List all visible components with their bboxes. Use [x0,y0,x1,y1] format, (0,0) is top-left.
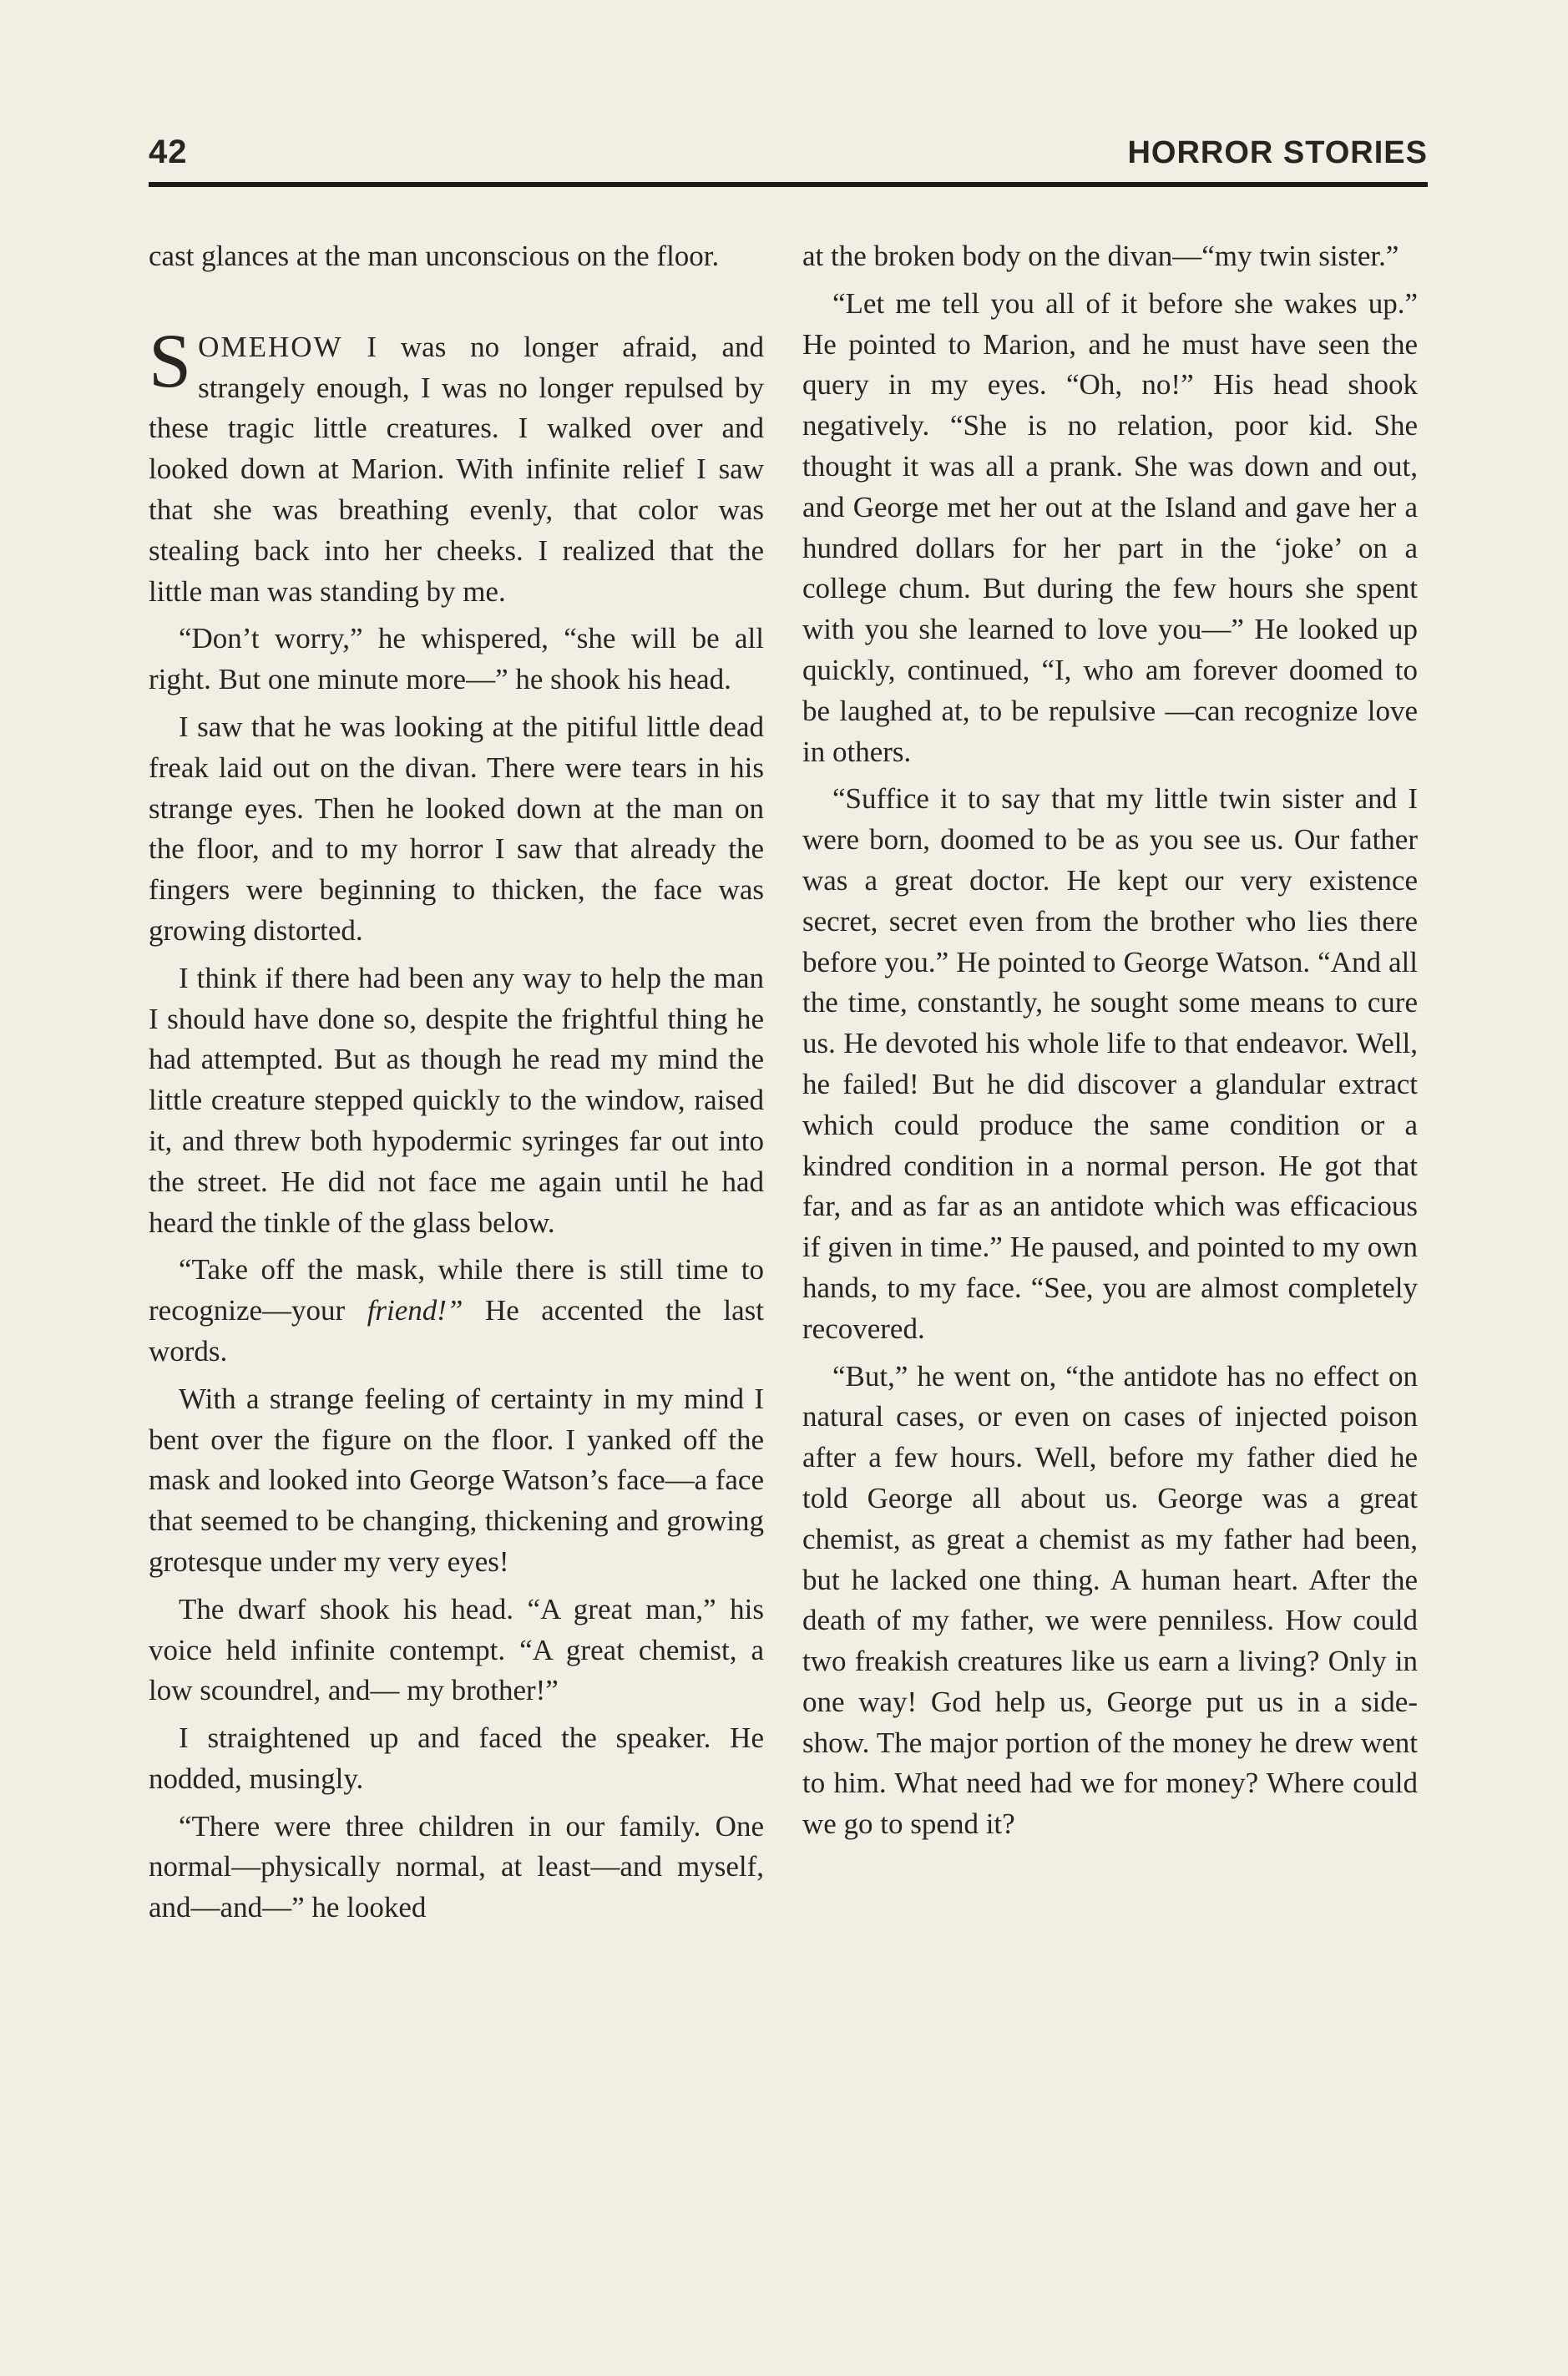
paragraph: cast glances at the man unconscious on the floor. [149,240,720,272]
small-caps-lead: OMEHOW [198,330,343,363]
paragraph: at the broken body on the divan—“my twin sister.” [802,240,1399,272]
paragraph: The dwarf shook his head. “A great man,” his voice held infinite contempt. “A great chemist, a low scoundrel, and— my brother!” [149,1592,764,1707]
paragraph: “Let me tell you all of it before she wakes up.” He pointed to Marion, and he must have seen the query in my eyes. “Oh, no!” His head shook negatively. “She is no relation, poor kid. She thought it was all a prank. She was down and out, and George met her out at the Island and gave her a hundred dollars for her part in the ‘joke’ on a college chum. But during the few hours she spent with you she learned to love you—” He looked up quickly, continued, “I, who am forever doomed to be laughed at, to be repulsive —can recognize love in others. [802,286,1418,768]
italic-text: friend!” [367,1294,463,1327]
section-opening-paragraph [149,317,764,613]
paragraph-text: “Take off the mask, while there is still time to recognize—your [149,1253,764,1327]
paragraph: I straightened up and faced the speaker. He nodded, musingly. [149,1721,764,1795]
paragraph: With a strange feeling of certainty in my mind I bent over the figure on the floor. I yanked off the mask and looked into George Watson’s face—a face that seemed to be changing, thickening and growing grotesque under my very eyes! [149,1382,764,1578]
paragraph [149,1250,764,1372]
header-rule [149,182,1428,187]
paragraph-text: He accented the last words. [149,1294,764,1367]
left-column [149,236,764,1935]
right-column [802,236,1418,1852]
paragraph: “Don’t worry,” he whispered, “she will be all right. But one minute more—” he shook his head. [149,622,764,696]
page-header [149,125,1428,184]
paragraph: “Suffice it to say that my little twin sister and I were born, doomed to be as you see us. Our father was a great doctor. He kept our very existence secret, secret even from the brother who lies there before you.” He pointed to George Watson. “And all the time, constantly, he sought some means to cure us. He devoted his whole life to that endeavor. Well, he failed! But he did discover a glandular extract which could produce the same condition or a kindred condition in a normal person. He got that far, and as far as an antidote which was efficacious if given in time.” He paused, and pointed to my own hands, to my face. “See, you are almost completely recovered. [802,782,1418,1345]
running-title: HORROR STORIES [1127,135,1428,170]
paragraph: I think if there had been any way to help the man I should have done so, despite the frightful thing he had attempted. But as though he read my mind the little creature stepped quickly to the window, raised it, and threw both hypodermic syringes far out into the street. He did not face me again until he had heard the tinkle of the glass below. [149,961,764,1239]
paragraph: “There were three children in our family. One normal—physically normal, at least—and myself, and—and—” he looked [149,1809,764,1924]
paragraph: “But,” he went on, “the antidote has no effect on natural cases, or even on cases of injected poison after a few hours. Well, before my father died he told George all about us. George was a great chemist, as great a chemist as my father had been, but he lacked one thing. A human heart. After the death of my father, we were penniless. How could two freakish creatures like us earn a living? Only in one way! God help us, George put us in a side-show. The major portion of the money he drew went to him. What need had we for money? Where could we go to spend it? [802,1359,1418,1841]
drop-cap: S [149,317,192,403]
paragraph-text: I was no longer afraid, and strangely enough, I was no longer repulsed by these tragic little creatures. I walked over and looked down at Marion. With infinite relief I saw that she was breathing evenly, that color was stealing back into her cheeks. I realized that the little man was standing by me. [149,330,764,608]
page-number: 42 [149,134,188,170]
paragraph: I saw that he was looking at the pitiful little dead freak laid out on the divan. There were tears in his strange eyes. Then he looked down at the man on the floor, and to my horror I saw that already the fingers were beginning to thicken, the face was growing distorted. [149,710,764,947]
